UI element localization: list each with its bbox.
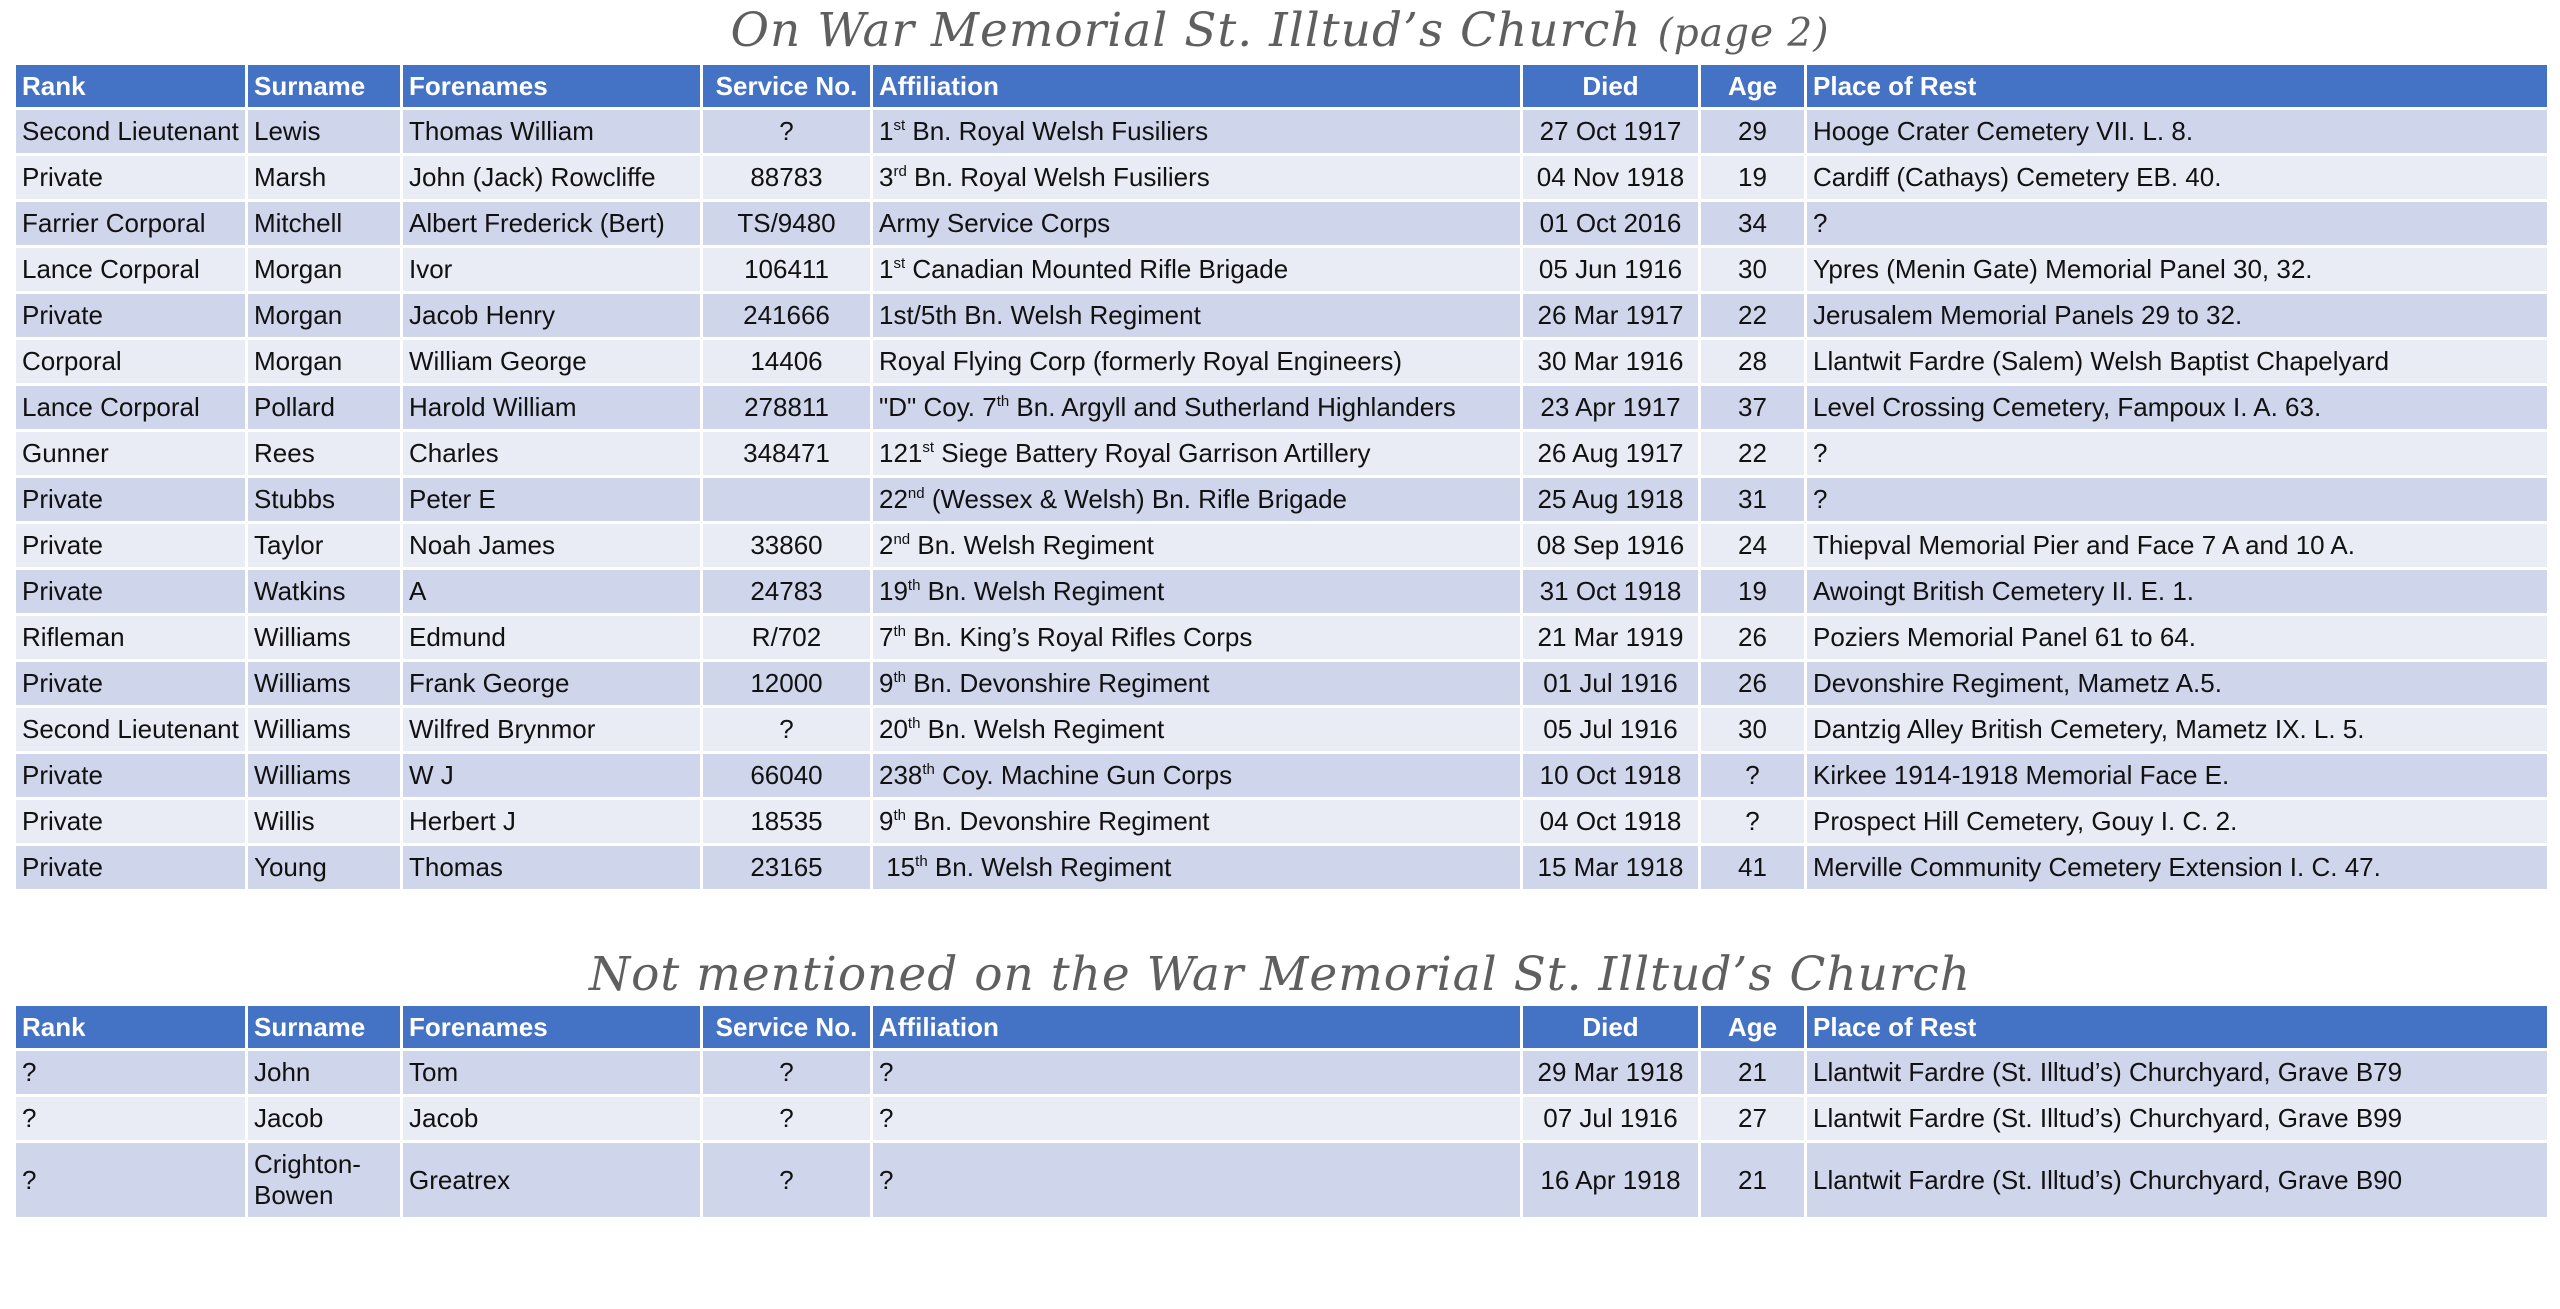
surname-cell: Morgan bbox=[247, 293, 402, 339]
surname-cell: John bbox=[247, 1050, 402, 1096]
affiliation-text: 121 bbox=[879, 438, 923, 468]
not-mentioned-body bbox=[15, 1050, 2549, 1219]
service-no-cell: 66040 bbox=[702, 753, 872, 799]
affiliation-text: ? bbox=[879, 1103, 894, 1133]
affiliation-cell bbox=[872, 569, 1522, 615]
forenames-cell: Tom bbox=[402, 1050, 702, 1096]
age-cell: 41 bbox=[1700, 845, 1806, 891]
surname-cell: Crighton-Bowen bbox=[247, 1142, 402, 1219]
affiliation-ordinal: th bbox=[893, 669, 906, 686]
service-no-cell: R/702 bbox=[702, 615, 872, 661]
forenames-cell: Peter E bbox=[402, 477, 702, 523]
service-no-cell: 23165 bbox=[702, 845, 872, 891]
table-row bbox=[15, 523, 2549, 569]
col-header-surname: Surname bbox=[247, 1005, 402, 1050]
table-row bbox=[15, 845, 2549, 891]
rank-cell: Private bbox=[15, 799, 247, 845]
col-header-rank: Rank bbox=[15, 1005, 247, 1050]
rank-cell: Lance Corporal bbox=[15, 385, 247, 431]
table-row bbox=[15, 339, 2549, 385]
forenames-cell: Charles bbox=[402, 431, 702, 477]
age-cell: 37 bbox=[1700, 385, 1806, 431]
forenames-cell: Ivor bbox=[402, 247, 702, 293]
affiliation-cell bbox=[872, 615, 1522, 661]
place-of-rest-cell: Jerusalem Memorial Panels 29 to 32. bbox=[1806, 293, 2549, 339]
died-cell: 26 Aug 1917 bbox=[1522, 431, 1700, 477]
place-of-rest-cell: Poziers Memorial Panel 61 to 64. bbox=[1806, 615, 2549, 661]
rank-cell: Private bbox=[15, 155, 247, 201]
col-header-age: Age bbox=[1700, 64, 1806, 109]
forenames-cell: Thomas bbox=[402, 845, 702, 891]
rank-cell: Private bbox=[15, 753, 247, 799]
affiliation-text-rest: Bn. Royal Welsh Fusiliers bbox=[905, 116, 1209, 146]
col-header-surname: Surname bbox=[247, 64, 402, 109]
table-row bbox=[15, 615, 2549, 661]
age-cell: 28 bbox=[1700, 339, 1806, 385]
age-cell: 26 bbox=[1700, 661, 1806, 707]
col-header-place-of-rest: Place of Rest bbox=[1806, 64, 2549, 109]
service-no-cell: 88783 bbox=[702, 155, 872, 201]
affiliation-ordinal: st bbox=[893, 117, 906, 134]
affiliation-text: Royal Flying Corp (formerly Royal Engineers) bbox=[879, 346, 1403, 376]
service-no-cell: 348471 bbox=[702, 431, 872, 477]
affiliation-ordinal: th bbox=[915, 853, 928, 870]
died-cell: 16 Apr 1918 bbox=[1522, 1142, 1700, 1219]
affiliation-cell bbox=[872, 431, 1522, 477]
affiliation-text-rest: Bn. King’s Royal Rifles Corps bbox=[905, 622, 1253, 652]
surname-cell: Watkins bbox=[247, 569, 402, 615]
surname-cell: Willis bbox=[247, 799, 402, 845]
affiliation-text: 22 bbox=[879, 484, 908, 514]
table-row bbox=[15, 569, 2549, 615]
rank-cell: Corporal bbox=[15, 339, 247, 385]
table-row bbox=[15, 109, 2549, 155]
affiliation-text: 2 bbox=[879, 530, 894, 560]
table-row bbox=[15, 247, 2549, 293]
table-row bbox=[15, 155, 2549, 201]
forenames-cell: W J bbox=[402, 753, 702, 799]
forenames-cell: Albert Frederick (Bert) bbox=[402, 201, 702, 247]
affiliation-text-rest: Canadian Mounted Rifle Brigade bbox=[905, 254, 1289, 284]
place-of-rest-cell: Kirkee 1914-1918 Memorial Face E. bbox=[1806, 753, 2549, 799]
table-row bbox=[15, 1050, 2549, 1096]
place-of-rest-cell: ? bbox=[1806, 201, 2549, 247]
surname-cell: Williams bbox=[247, 615, 402, 661]
age-cell: 24 bbox=[1700, 523, 1806, 569]
surname-cell: Marsh bbox=[247, 155, 402, 201]
died-cell: 23 Apr 1917 bbox=[1522, 385, 1700, 431]
rank-cell: Private bbox=[15, 293, 247, 339]
memorial-title-page: (page 2) bbox=[1657, 11, 1830, 56]
affiliation-text-rest: Bn. Royal Welsh Fusiliers bbox=[906, 162, 1210, 192]
affiliation-text: "D" Coy. 7 bbox=[879, 392, 997, 422]
memorial-title bbox=[0, 0, 2560, 62]
rank-cell: Farrier Corporal bbox=[15, 201, 247, 247]
forenames-cell: Wilfred Brynmor bbox=[402, 707, 702, 753]
surname-cell: Morgan bbox=[247, 339, 402, 385]
surname-cell: Stubbs bbox=[247, 477, 402, 523]
affiliation-text: 1st/5th Bn. Welsh Regiment bbox=[879, 300, 1201, 330]
service-no-cell: 14406 bbox=[702, 339, 872, 385]
affiliation-cell bbox=[872, 339, 1522, 385]
table-row bbox=[15, 201, 2549, 247]
surname-cell: Rees bbox=[247, 431, 402, 477]
died-cell: 05 Jun 1916 bbox=[1522, 247, 1700, 293]
place-of-rest-cell: Thiepval Memorial Pier and Face 7 A and 10 A. bbox=[1806, 523, 2549, 569]
table-row bbox=[15, 431, 2549, 477]
forenames-cell: Herbert J bbox=[402, 799, 702, 845]
col-header-affiliation: Affiliation bbox=[872, 64, 1522, 109]
affiliation-ordinal: nd bbox=[893, 531, 911, 548]
died-cell: 31 Oct 1918 bbox=[1522, 569, 1700, 615]
died-cell: 07 Jul 1916 bbox=[1522, 1096, 1700, 1142]
service-no-cell: ? bbox=[702, 1050, 872, 1096]
affiliation-text-rest: Bn. Welsh Regiment bbox=[920, 576, 1165, 606]
affiliation-cell bbox=[872, 845, 1522, 891]
rank-cell: Lance Corporal bbox=[15, 247, 247, 293]
surname-cell: Lewis bbox=[247, 109, 402, 155]
not-mentioned-title: Not mentioned on the War Memorial St. Illtud’s Church bbox=[589, 947, 1971, 1002]
place-of-rest-cell: ? bbox=[1806, 431, 2549, 477]
affiliation-text-rest: Bn. Devonshire Regiment bbox=[905, 806, 1210, 836]
affiliation-text: 9 bbox=[879, 806, 894, 836]
age-cell: ? bbox=[1700, 753, 1806, 799]
col-header-age: Age bbox=[1700, 1005, 1806, 1050]
service-no-cell: ? bbox=[702, 1096, 872, 1142]
died-cell: 30 Mar 1916 bbox=[1522, 339, 1700, 385]
place-of-rest-cell: Llantwit Fardre (St. Illtud’s) Churchyard, Grave B90 bbox=[1806, 1142, 2549, 1219]
rank-cell: Gunner bbox=[15, 431, 247, 477]
rank-cell: Private bbox=[15, 523, 247, 569]
service-no-cell: ? bbox=[702, 707, 872, 753]
rank-cell: Private bbox=[15, 845, 247, 891]
place-of-rest-cell: ? bbox=[1806, 477, 2549, 523]
died-cell: 15 Mar 1918 bbox=[1522, 845, 1700, 891]
affiliation-text: 19 bbox=[879, 576, 908, 606]
age-cell: 34 bbox=[1700, 201, 1806, 247]
affiliation-cell bbox=[872, 1142, 1522, 1219]
rank-cell: Second Lieutenant bbox=[15, 707, 247, 753]
died-cell: 10 Oct 1918 bbox=[1522, 753, 1700, 799]
service-no-cell bbox=[702, 477, 872, 523]
age-cell: 29 bbox=[1700, 109, 1806, 155]
place-of-rest-cell: Awoingt British Cemetery II. E. 1. bbox=[1806, 569, 2549, 615]
affiliation-cell bbox=[872, 293, 1522, 339]
age-cell: 22 bbox=[1700, 293, 1806, 339]
affiliation-text-rest: Coy. Machine Gun Corps bbox=[934, 760, 1233, 790]
affiliation-ordinal: th bbox=[907, 715, 921, 732]
table-row bbox=[15, 385, 2549, 431]
place-of-rest-cell: Dantzig Alley British Cemetery, Mametz IX. L. 5. bbox=[1806, 707, 2549, 753]
age-cell: 21 bbox=[1700, 1050, 1806, 1096]
service-no-cell: 241666 bbox=[702, 293, 872, 339]
affiliation-cell bbox=[872, 1096, 1522, 1142]
affiliation-cell bbox=[872, 799, 1522, 845]
age-cell: 31 bbox=[1700, 477, 1806, 523]
table-row bbox=[15, 661, 2549, 707]
forenames-cell: Frank George bbox=[402, 661, 702, 707]
col-header-died: Died bbox=[1522, 1005, 1700, 1050]
died-cell: 25 Aug 1918 bbox=[1522, 477, 1700, 523]
affiliation-cell bbox=[872, 707, 1522, 753]
affiliation-cell bbox=[872, 385, 1522, 431]
service-no-cell: ? bbox=[702, 109, 872, 155]
surname-cell: Taylor bbox=[247, 523, 402, 569]
affiliation-ordinal: th bbox=[922, 761, 935, 778]
surname-cell: Pollard bbox=[247, 385, 402, 431]
service-no-cell: ? bbox=[702, 1142, 872, 1219]
memorial-roll-table bbox=[13, 62, 2550, 892]
affiliation-text-rest: Siege Battery Royal Garrison Artillery bbox=[934, 438, 1371, 468]
died-cell: 05 Jul 1916 bbox=[1522, 707, 1700, 753]
affiliation-text: ? bbox=[879, 1057, 894, 1087]
memorial-title-text: On War Memorial St. Illtud’s Church bbox=[730, 3, 1642, 58]
surname-cell: Williams bbox=[247, 753, 402, 799]
service-no-cell: 278811 bbox=[702, 385, 872, 431]
table-row bbox=[15, 753, 2549, 799]
affiliation-text: ? bbox=[879, 1164, 894, 1195]
age-cell: 19 bbox=[1700, 155, 1806, 201]
affiliation-ordinal: th bbox=[893, 807, 906, 824]
age-cell: 30 bbox=[1700, 247, 1806, 293]
surname-cell: Williams bbox=[247, 707, 402, 753]
service-no-cell: 18535 bbox=[702, 799, 872, 845]
col-header-affiliation: Affiliation bbox=[872, 1005, 1522, 1050]
age-cell: 27 bbox=[1700, 1096, 1806, 1142]
rank-cell: ? bbox=[15, 1050, 247, 1096]
age-cell: 21 bbox=[1700, 1142, 1806, 1219]
affiliation-ordinal: th bbox=[996, 393, 1010, 410]
col-header-died: Died bbox=[1522, 64, 1700, 109]
place-of-rest-cell: Ypres (Menin Gate) Memorial Panel 30, 32. bbox=[1806, 247, 2549, 293]
died-cell: 08 Sep 1916 bbox=[1522, 523, 1700, 569]
affiliation-ordinal: th bbox=[893, 623, 906, 640]
service-no-cell: 33860 bbox=[702, 523, 872, 569]
affiliation-cell bbox=[872, 155, 1522, 201]
affiliation-text: 238 bbox=[879, 760, 923, 790]
affiliation-ordinal: st bbox=[893, 255, 906, 272]
affiliation-text-rest: Bn. Devonshire Regiment bbox=[905, 668, 1210, 698]
forenames-cell: A bbox=[402, 569, 702, 615]
affiliation-text: 20 bbox=[879, 714, 908, 744]
rank-cell: Second Lieutenant bbox=[15, 109, 247, 155]
surname-cell: Williams bbox=[247, 661, 402, 707]
header-row bbox=[15, 1005, 2549, 1050]
age-cell: 30 bbox=[1700, 707, 1806, 753]
age-cell: 22 bbox=[1700, 431, 1806, 477]
affiliation-text-rest: Bn. Welsh Regiment bbox=[927, 852, 1172, 882]
place-of-rest-cell: Llantwit Fardre (St. Illtud’s) Churchyard, Grave B99 bbox=[1806, 1096, 2549, 1142]
affiliation-cell bbox=[872, 477, 1522, 523]
died-cell: 01 Jul 1916 bbox=[1522, 661, 1700, 707]
memorial-roll-body bbox=[15, 109, 2549, 891]
table-row bbox=[15, 799, 2549, 845]
table-row bbox=[15, 1142, 2549, 1219]
table-row bbox=[15, 293, 2549, 339]
rank-cell: Private bbox=[15, 477, 247, 523]
place-of-rest-cell: Hooge Crater Cemetery VII. L. 8. bbox=[1806, 109, 2549, 155]
service-no-cell: 106411 bbox=[702, 247, 872, 293]
rank-cell: Private bbox=[15, 661, 247, 707]
rank-cell: Private bbox=[15, 569, 247, 615]
surname-cell: Young bbox=[247, 845, 402, 891]
affiliation-cell bbox=[872, 753, 1522, 799]
place-of-rest-cell: Cardiff (Cathays) Cemetery EB. 40. bbox=[1806, 155, 2549, 201]
affiliation-text: 1 bbox=[879, 116, 894, 146]
not-mentioned-table bbox=[13, 1003, 2550, 1220]
place-of-rest-cell: Prospect Hill Cemetery, Gouy I. C. 2. bbox=[1806, 799, 2549, 845]
surname-cell: Jacob bbox=[247, 1096, 402, 1142]
age-cell: 26 bbox=[1700, 615, 1806, 661]
forenames-cell: Noah James bbox=[402, 523, 702, 569]
affiliation-cell bbox=[872, 247, 1522, 293]
affiliation-text-rest: Bn. Welsh Regiment bbox=[910, 530, 1154, 560]
service-no-cell: 24783 bbox=[702, 569, 872, 615]
surname-cell: Mitchell bbox=[247, 201, 402, 247]
table-row bbox=[15, 1096, 2549, 1142]
forenames-cell: Jacob bbox=[402, 1096, 702, 1142]
affiliation-text-rest: Bn. Welsh Regiment bbox=[920, 714, 1165, 744]
place-of-rest-cell: Llantwit Fardre (St. Illtud’s) Churchyard, Grave B79 bbox=[1806, 1050, 2549, 1096]
forenames-cell: Thomas William bbox=[402, 109, 702, 155]
affiliation-cell bbox=[872, 109, 1522, 155]
col-header-rank: Rank bbox=[15, 64, 247, 109]
col-header-service-no: Service No. bbox=[702, 1005, 872, 1050]
affiliation-ordinal: st bbox=[922, 439, 935, 456]
affiliation-cell bbox=[872, 523, 1522, 569]
died-cell: 27 Oct 1917 bbox=[1522, 109, 1700, 155]
col-header-service-no: Service No. bbox=[702, 64, 872, 109]
died-cell: 04 Oct 1918 bbox=[1522, 799, 1700, 845]
affiliation-text: 7 bbox=[879, 622, 894, 652]
died-cell: 29 Mar 1918 bbox=[1522, 1050, 1700, 1096]
col-header-place-of-rest: Place of Rest bbox=[1806, 1005, 2549, 1050]
service-no-cell: TS/9480 bbox=[702, 201, 872, 247]
rank-cell: ? bbox=[15, 1142, 247, 1219]
died-cell: 26 Mar 1917 bbox=[1522, 293, 1700, 339]
header-row bbox=[15, 64, 2549, 109]
affiliation-cell bbox=[872, 661, 1522, 707]
age-cell: 19 bbox=[1700, 569, 1806, 615]
service-no-cell: 12000 bbox=[702, 661, 872, 707]
affiliation-text-rest: Bn. Argyll and Sutherland Highlanders bbox=[1009, 392, 1456, 422]
affiliation-ordinal: rd bbox=[893, 163, 907, 180]
affiliation-text: 1 bbox=[879, 254, 894, 284]
affiliation-cell bbox=[872, 1050, 1522, 1096]
place-of-rest-cell: Devonshire Regiment, Mametz A.5. bbox=[1806, 661, 2549, 707]
forenames-cell: William George bbox=[402, 339, 702, 385]
died-cell: 01 Oct 2016 bbox=[1522, 201, 1700, 247]
col-header-forenames: Forenames bbox=[402, 1005, 702, 1050]
surname-cell: Morgan bbox=[247, 247, 402, 293]
died-cell: 21 Mar 1919 bbox=[1522, 615, 1700, 661]
rank-cell: ? bbox=[15, 1096, 247, 1142]
age-cell: ? bbox=[1700, 799, 1806, 845]
forenames-cell: Jacob Henry bbox=[402, 293, 702, 339]
affiliation-text-rest: (Wessex & Welsh) Bn. Rifle Brigade bbox=[924, 484, 1348, 514]
table-row bbox=[15, 477, 2549, 523]
place-of-rest-cell: Level Crossing Cemetery, Fampoux I. A. 63. bbox=[1806, 385, 2549, 431]
affiliation-text: Army Service Corps bbox=[879, 208, 1111, 238]
affiliation-ordinal: nd bbox=[907, 485, 925, 502]
affiliation-text: 3 bbox=[879, 162, 894, 192]
forenames-cell: Harold William bbox=[402, 385, 702, 431]
died-cell: 04 Nov 1918 bbox=[1522, 155, 1700, 201]
col-header-forenames: Forenames bbox=[402, 64, 702, 109]
place-of-rest-cell: Merville Community Cemetery Extension I. C. 47. bbox=[1806, 845, 2549, 891]
table-row bbox=[15, 707, 2549, 753]
rank-cell: Rifleman bbox=[15, 615, 247, 661]
forenames-cell: John (Jack) Rowcliffe bbox=[402, 155, 702, 201]
affiliation-text: 9 bbox=[879, 668, 894, 698]
place-of-rest-cell: Llantwit Fardre (Salem) Welsh Baptist Chapelyard bbox=[1806, 339, 2549, 385]
affiliation-ordinal: th bbox=[907, 577, 921, 594]
affiliation-cell bbox=[872, 201, 1522, 247]
forenames-cell: Greatrex bbox=[402, 1142, 702, 1219]
forenames-cell: Edmund bbox=[402, 615, 702, 661]
affiliation-text: 15 bbox=[879, 852, 916, 882]
